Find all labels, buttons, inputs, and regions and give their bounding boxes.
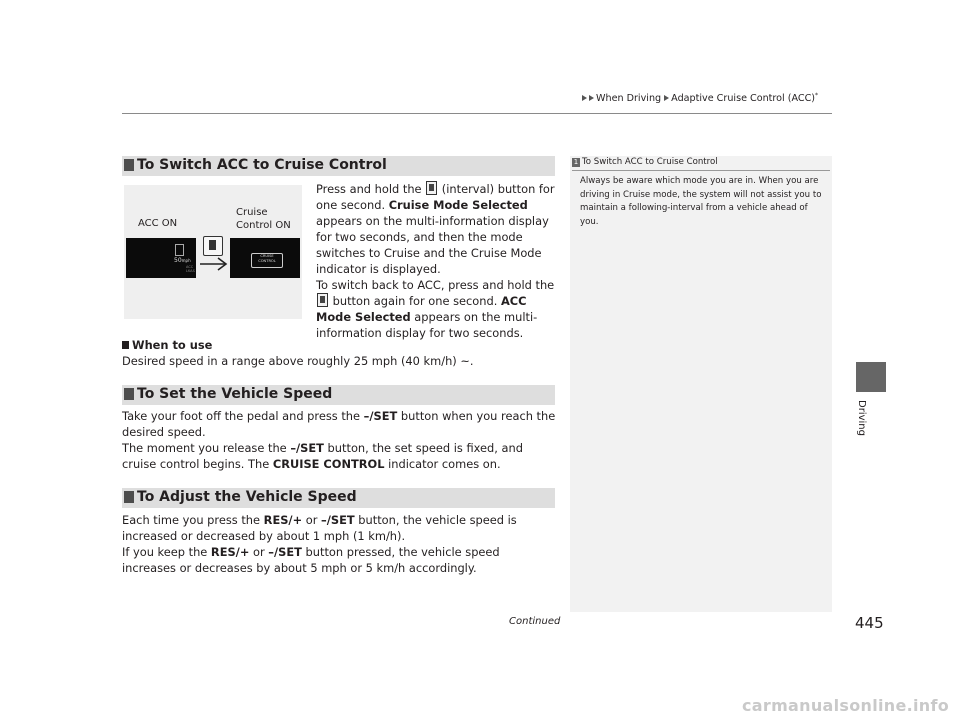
text: If you keep the — [122, 545, 211, 559]
section-bullet-icon — [124, 491, 134, 503]
display-cruise-screen — [230, 238, 300, 278]
when-to-use-heading — [122, 338, 212, 352]
text: Press and hold the — [316, 182, 426, 196]
text: or — [302, 513, 322, 527]
badge-line: CRUISE — [260, 254, 274, 258]
side-note-text: Always be aware which mode you are in. When you are driving in Cruise mode, the system will not assist you to maintain a following-interval from a vehicle ahead of you. — [580, 176, 822, 227]
interval-button-icon — [203, 236, 223, 256]
side-note-title — [572, 157, 718, 167]
text: Each time you press the — [122, 513, 264, 527]
text: Take your foot off the pedal and press the — [122, 409, 364, 423]
bold-text: RES/+ — [210, 545, 250, 559]
section-header-set-speed — [122, 385, 555, 405]
adjust-speed-paragraph-1 — [122, 512, 556, 544]
adjust-speed-paragraph — [122, 512, 556, 576]
bold-text: CRUISE CONTROL — [272, 457, 385, 471]
bold-text: ACC Mode Selected — [316, 294, 527, 324]
section-header-adjust-speed — [122, 488, 555, 508]
text: button pressed, the vehicle speed increases or decreases by about 5 mph or 5 km/h accordingly. — [122, 545, 500, 575]
side-note-title-text: To Switch ACC to Cruise Control — [582, 157, 718, 167]
bold-text: –/SET — [290, 441, 324, 455]
arrow-right-icon — [198, 256, 230, 272]
interval-icon — [426, 181, 437, 195]
note-number-badge: 1 — [573, 158, 579, 166]
figure-label-cruise-on — [236, 206, 291, 232]
side-note-divider — [572, 170, 830, 171]
switch-paragraph-1 — [316, 181, 556, 277]
display-small-line: LKAS — [186, 269, 195, 273]
vehicle-ahead-icon — [175, 244, 184, 256]
breadcrumb — [582, 92, 818, 104]
speed-value: 50 — [174, 257, 182, 264]
square-bullet-icon — [122, 341, 129, 349]
text: button, the set speed is fixed, and cruise control begins. The — [122, 441, 523, 471]
watermark: carmanualsonline.info — [742, 696, 950, 715]
figure-label-acc-on: ACC ON — [138, 218, 178, 229]
text: indicator comes on. — [384, 457, 501, 471]
speed-unit: mph — [181, 258, 191, 263]
switch-paragraph-2 — [316, 277, 556, 341]
text: To switch back to ACC, press and hold the — [316, 278, 555, 292]
cruise-control-badge — [251, 253, 283, 268]
bold-text: –/SET — [321, 513, 355, 527]
set-speed-paragraph — [122, 408, 556, 472]
display-small-line: ACC — [186, 265, 194, 269]
text: button again for one second. — [329, 294, 501, 308]
text: button when you reach the desired speed. — [122, 409, 556, 439]
text: button, the vehicle speed is increased or decreased by about 1 mph (1 km/h). — [122, 513, 517, 543]
section-title: To Adjust the Vehicle Speed — [137, 489, 357, 505]
bold-text: –/SET — [363, 409, 398, 423]
breadcrumb-item-when-driving[interactable]: When Driving — [596, 93, 662, 105]
set-speed-paragraph-1 — [122, 408, 556, 440]
set-speed-paragraph-2 — [122, 440, 556, 472]
section-bullet-icon — [124, 388, 134, 400]
breadcrumb-item-acc[interactable]: Adaptive Cruise Control (ACC) — [671, 93, 816, 105]
text: (interval) button for one second. — [316, 182, 555, 212]
sub-heading-text: When to use — [132, 338, 213, 352]
text: or — [249, 545, 269, 559]
breadcrumb-arrow-icon — [582, 95, 587, 101]
header-divider — [122, 113, 832, 114]
when-to-use-text: Desired speed in a range above roughly 25 mph (40 km/h) ~. — [122, 354, 474, 368]
bold-text: Cruise Mode Selected — [388, 198, 528, 212]
adjust-speed-paragraph-2 — [122, 544, 556, 576]
figure-label-line: Control ON — [236, 220, 291, 231]
continued-label: Continued — [509, 616, 561, 627]
interval-icon — [317, 293, 328, 307]
section-title: To Set the Vehicle Speed — [137, 386, 333, 402]
bold-text: RES/+ — [263, 513, 303, 527]
breadcrumb-arrow-icon — [589, 95, 594, 101]
display-acc-screen — [126, 238, 196, 278]
text: The moment you release the — [122, 441, 291, 455]
badge-line: CONTROL — [258, 259, 276, 263]
chapter-tab-text: Driving — [856, 400, 867, 436]
footnote-marker: * — [815, 92, 819, 99]
section-bullet-icon — [124, 159, 134, 171]
text: appears on the multi-information display for two seconds. — [316, 310, 538, 340]
display-speed — [174, 257, 191, 264]
switch-paragraph — [316, 181, 556, 341]
bold-text: –/SET — [268, 545, 302, 559]
display-small-text — [186, 265, 195, 273]
text: appears on the multi-information display for two seconds, and then the mode switches to Cruise and the Cruise Mode indicator is displayed. — [316, 214, 549, 276]
chapter-tab-marker — [856, 362, 886, 392]
chapter-tab-label — [853, 400, 871, 440]
breadcrumb-arrow-icon — [664, 95, 669, 101]
figure-label-line: Cruise — [236, 207, 268, 218]
section-header-switch — [122, 156, 555, 176]
page-number: 445 — [855, 614, 884, 632]
section-title: To Switch ACC to Cruise Control — [137, 157, 387, 173]
